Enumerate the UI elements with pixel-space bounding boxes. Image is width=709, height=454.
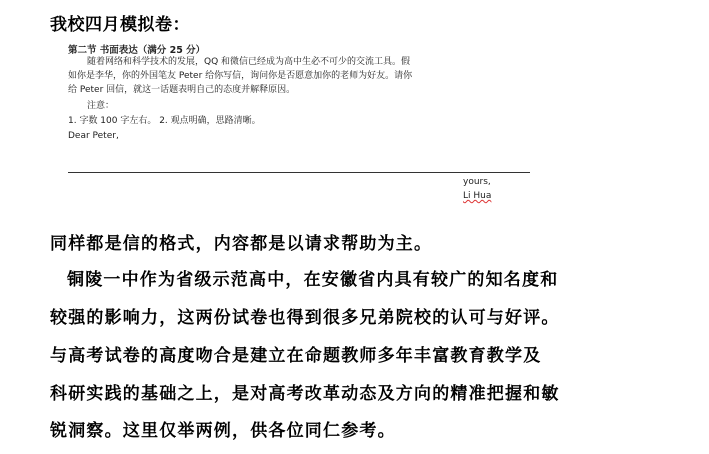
paragraph-line: 与高考试卷的高度吻合是建立在命题教师多年丰富教育教学及 xyxy=(50,346,542,366)
exam-prompt-line: 如你是李华，你的外国笔友 Peter 给你写信，询问你是否愿意加你的老师为好友。请你 xyxy=(68,71,413,81)
paragraph-line: 同样都是信的格式，内容都是以请求帮助为主。 xyxy=(50,234,433,254)
letter-salutation: Dear Peter, xyxy=(68,131,119,141)
paragraph-line: 较强的影响力，这两份试卷也得到很多兄弟院校的认可与好评。 xyxy=(50,308,560,328)
section-heading: 我校四月模拟卷： xyxy=(50,15,190,35)
exam-prompt-line: 给 Peter 回信，就这一话题表明自己的态度并解释原因。 xyxy=(68,85,296,95)
letter-closing: yours, xyxy=(463,177,491,187)
paragraph-line: 锐洞察。这里仅举两例，供各位同仁参考。 xyxy=(50,421,396,441)
paragraph-line: 铜陵一中作为省级示范高中，在安徽省内具有较广的知名度和 xyxy=(67,270,559,290)
exam-requirements: 1. 字数 100 字左右。 2. 观点明确，思路清晰。 xyxy=(68,116,261,126)
exam-section-title: 第二节 书面表达（满分 25 分） xyxy=(68,45,206,56)
paragraph-line: 科研实践的基础之上，是对高考改革动态及方向的精准把握和敏 xyxy=(50,384,560,404)
letter-signature: Li Hua xyxy=(463,191,492,201)
exam-notes-label: 注意： xyxy=(87,101,115,111)
answer-line xyxy=(68,172,530,173)
exam-question-image xyxy=(65,42,540,207)
exam-prompt-line: 随着网络和科学技术的发展，QQ 和微信已经成为高中生必不可少的交流工具。假 xyxy=(87,57,411,67)
